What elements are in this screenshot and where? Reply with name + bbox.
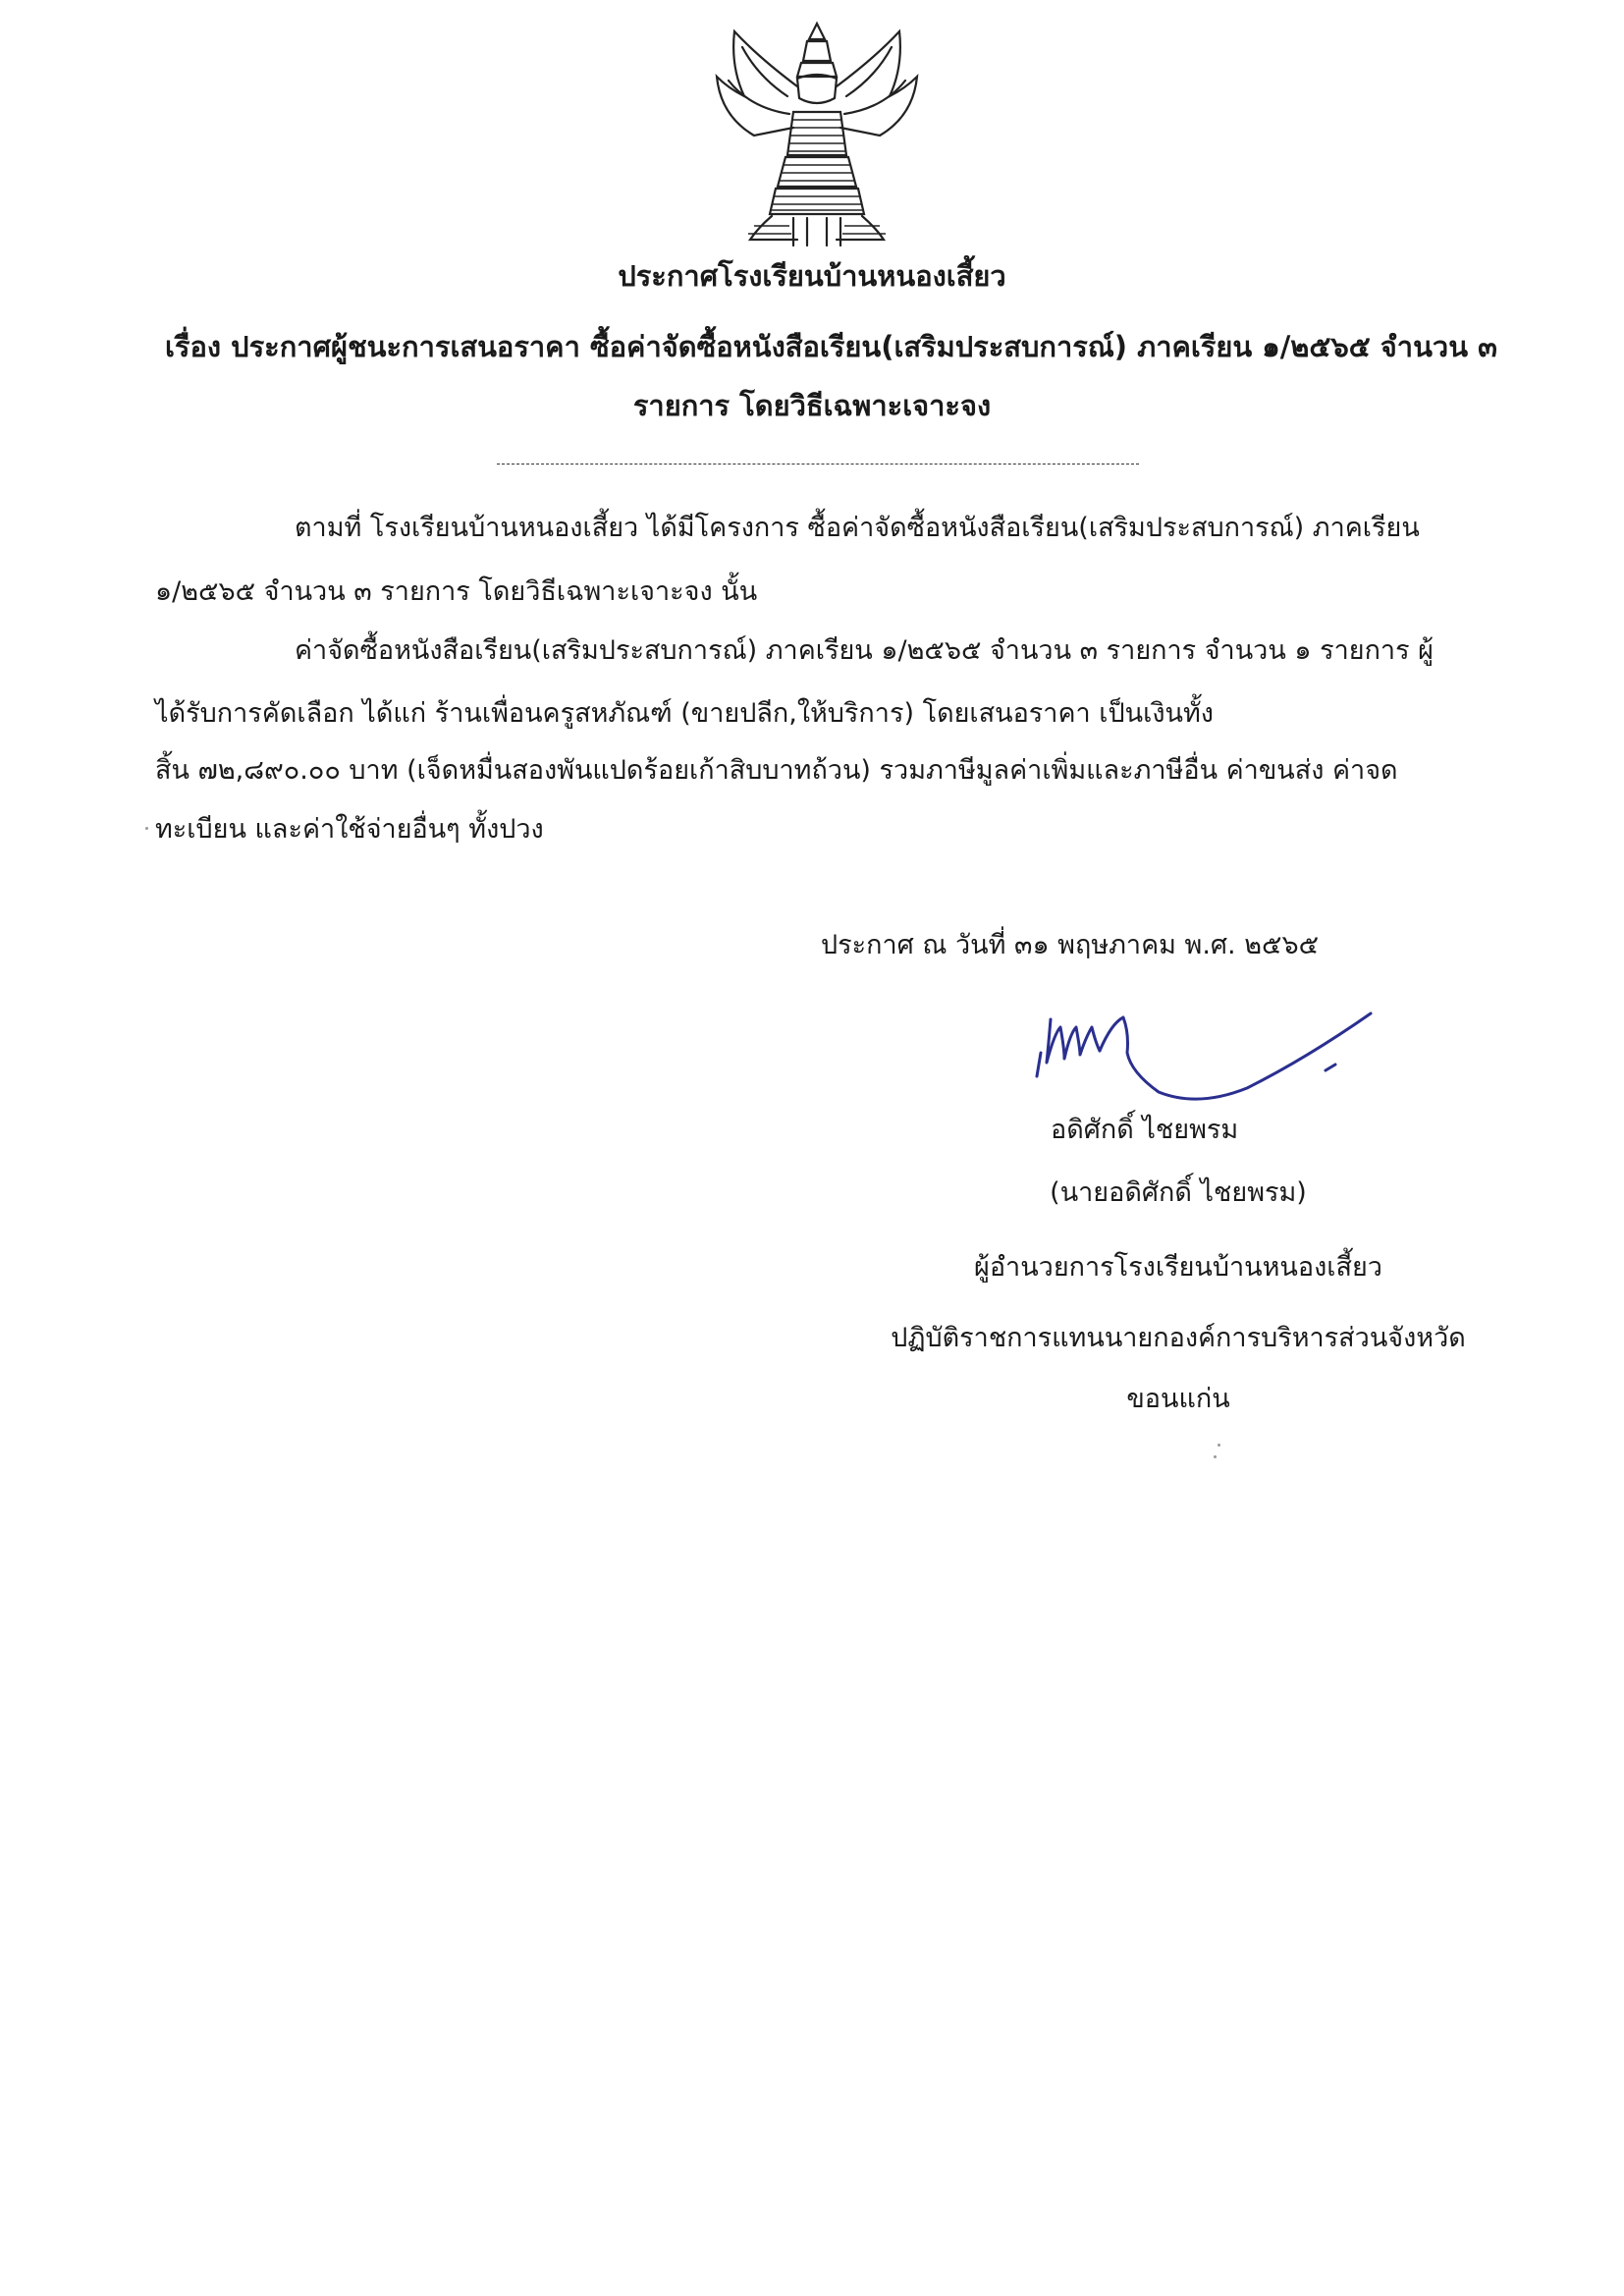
signer-position: ผู้อำนวยการโรงเรียนบ้านหนองเสี้ยว xyxy=(974,1252,1382,1283)
paragraph-2-line-4: ทะเบียน และค่าใช้จ่ายอื่นๆ ทั้งปวง xyxy=(155,814,544,845)
announcement-title: ประกาศโรงเรียนบ้านหนองเสี้ยว xyxy=(618,259,1006,293)
paragraph-2-line-2: ได้รับการคัดเลือก ได้แก่ ร้านเพื่อนครูสหภัณฑ์ (ขายปลีก,ให้บริการ) โดยเสนอราคา เป็นเงินทั้ง xyxy=(155,698,1214,729)
paragraph-1-line-1: ตามที่ โรงเรียนบ้านหนองเสี้ยว ได้มีโครงการ ซื้อค่าจัดซื้อหนังสือเรียน(เสริมประสบการณ์) ภาคเรียน xyxy=(295,513,1420,543)
subject-line-1: เรื่อง ประกาศผู้ชนะการเสนอราคา ซื้อค่าจัดซื้อหนังสือเรียน(เสริมประสบการณ์) ภาคเรียน ๑/๒๕๖๕ จำนวน ๓ xyxy=(165,330,1497,363)
divider xyxy=(497,464,1139,465)
scan-speck xyxy=(1218,1444,1220,1447)
signature-name: อดิศักดิ์ ไชยพรม xyxy=(1051,1115,1239,1145)
garuda-emblem-icon xyxy=(699,18,935,251)
paragraph-1-line-2: ๑/๒๕๖๕ จำนวน ๓ รายการ โดยวิธีเฉพาะเจาะจง นั้น xyxy=(155,576,758,607)
paragraph-2-line-3: สิ้น ๗๒,๘๙๐.๐๐ บาท (เจ็ดหมื่นสองพันแปดร้อยเก้าสิบบาทถ้วน) รวมภาษีมูลค่าเพิ่มและภาษีอื่น ค่าขนส่ง ค่าจด xyxy=(155,755,1398,786)
signer-full-name: (นายอดิศักดิ์ ไชยพรม) xyxy=(1050,1177,1307,1208)
acting-on-behalf: ปฏิบัติราชการแทนนายกองค์การบริหารส่วนจังหวัด xyxy=(891,1323,1466,1353)
province-name: ขอนแก่น xyxy=(1126,1384,1230,1414)
announcement-date: ประกาศ ณ วันที่ ๓๑ พฤษภาคม พ.ศ. ๒๕๖๕ xyxy=(821,930,1320,960)
handwritten-signature xyxy=(1021,994,1384,1110)
scan-speck xyxy=(1214,1455,1217,1458)
scan-speck xyxy=(145,827,148,830)
subject-line-2: รายการ โดยวิธีเฉพาะเจาะจง xyxy=(632,389,992,422)
paragraph-2-line-1: ค่าจัดซื้อหนังสือเรียน(เสริมประสบการณ์) ภาคเรียน ๑/๒๕๖๕ จำนวน ๓ รายการ จำนวน ๑ รายการ ผู้ xyxy=(295,635,1434,666)
